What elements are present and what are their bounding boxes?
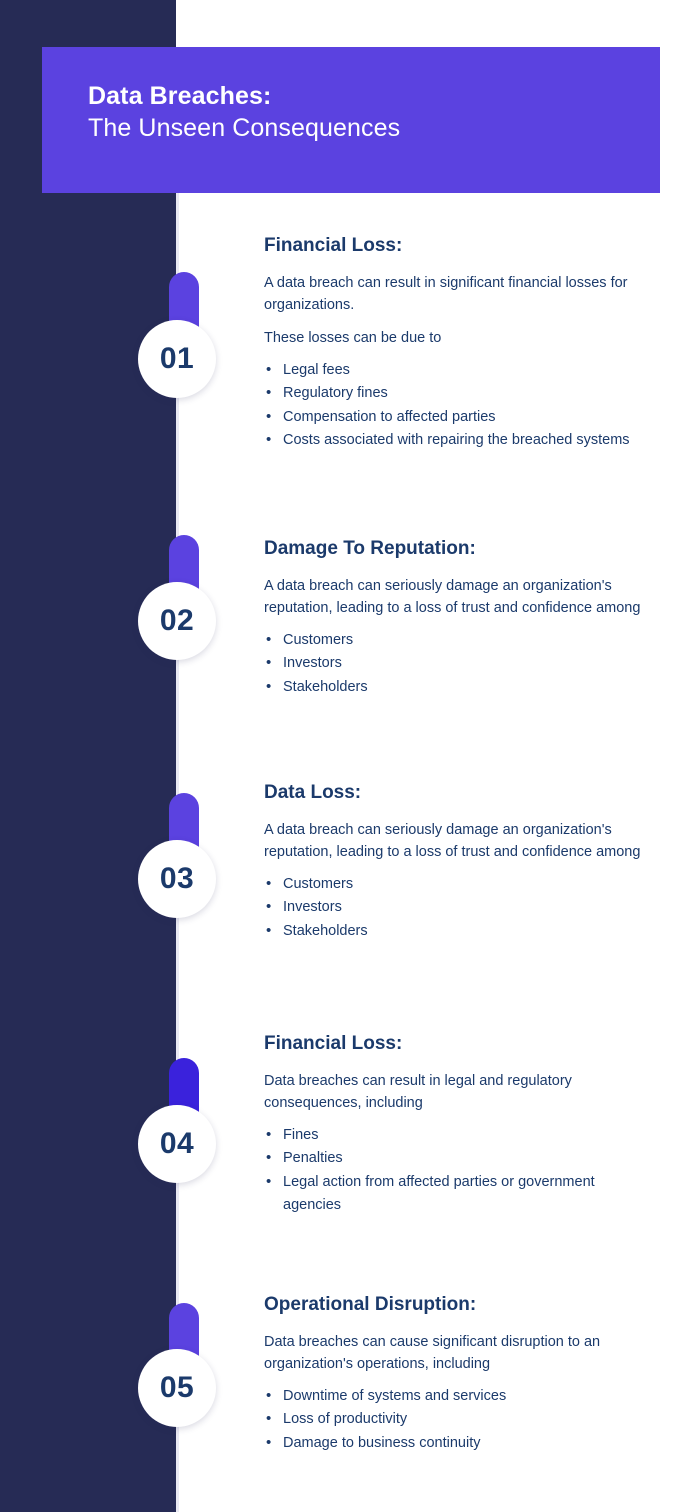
list-item: • Damage to business continuity (264, 1432, 654, 1455)
list-item: • Investors (264, 896, 654, 919)
step-bullets-05 (264, 1385, 654, 1455)
title-text-group (88, 80, 628, 144)
list-item: • Legal fees (264, 359, 654, 382)
step-content-03 (264, 781, 654, 943)
title-banner (42, 47, 660, 193)
page-title-secondary: The Unseen Consequences (88, 114, 401, 142)
step-number-03: 03 (159, 862, 195, 895)
list-item: • Penalties (264, 1147, 654, 1170)
step-bullets-02 (264, 629, 654, 699)
list-item: • Regulatory fines (264, 382, 654, 405)
step-number-badge-01 (138, 320, 216, 398)
list-item: • Loss of productivity (264, 1408, 654, 1431)
list-item: • Downtime of systems and services (264, 1385, 654, 1408)
step-title-02: Damage To Reputation: (264, 538, 476, 559)
left-dark-panel (0, 0, 176, 1512)
step-paragraph-04-1: Data breaches can result in legal and regulatory consequences, including (264, 1072, 572, 1111)
step-bullets-04 (264, 1124, 654, 1218)
step-content-02 (264, 537, 654, 699)
step-title-04: Financial Loss: (264, 1033, 403, 1054)
step-paragraph-05-1: Data breaches can cause significant disruption to an organization's operations, including (264, 1333, 601, 1372)
list-item: • Investors (264, 652, 654, 675)
step-title-03: Data Loss: (264, 782, 362, 803)
step-number-01: 01 (159, 342, 195, 375)
step-title-01: Financial Loss: (264, 235, 403, 256)
step-bullets-01 (264, 359, 654, 453)
list-item: • Customers (264, 873, 654, 896)
step-content-05 (264, 1293, 654, 1455)
step-number-badge-02 (138, 582, 216, 660)
step-number-04: 04 (159, 1127, 195, 1160)
list-item: • Stakeholders (264, 676, 654, 699)
list-item: • Compensation to affected parties (264, 406, 654, 429)
step-paragraph-02-1: A data breach can seriously damage an organization's reputation, leading to a loss of trust and confidence among (264, 577, 641, 616)
step-paragraph-03-1: A data breach can seriously damage an organization's reputation, leading to a loss of trust and confidence among (264, 821, 641, 860)
step-paragraph-01-2: These losses can be due to (264, 329, 442, 346)
step-paragraph-01-1: A data breach can result in significant financial losses for organizations. (264, 274, 628, 313)
step-number-05: 05 (159, 1371, 195, 1404)
list-item: • Legal action from affected parties or government agencies (264, 1171, 654, 1218)
step-number-02: 02 (159, 604, 195, 637)
list-item: • Fines (264, 1124, 654, 1147)
step-content-01 (264, 234, 654, 453)
list-item: • Stakeholders (264, 920, 654, 943)
step-number-badge-05 (138, 1349, 216, 1427)
list-item: • Customers (264, 629, 654, 652)
step-bullets-03 (264, 873, 654, 943)
page-title-primary: Data Breaches: (88, 82, 272, 110)
step-number-badge-03 (138, 840, 216, 918)
step-number-badge-04 (138, 1105, 216, 1183)
list-item: • Costs associated with repairing the breached systems (264, 429, 654, 452)
step-title-05: Operational Disruption: (264, 1294, 477, 1315)
step-content-04 (264, 1032, 654, 1218)
